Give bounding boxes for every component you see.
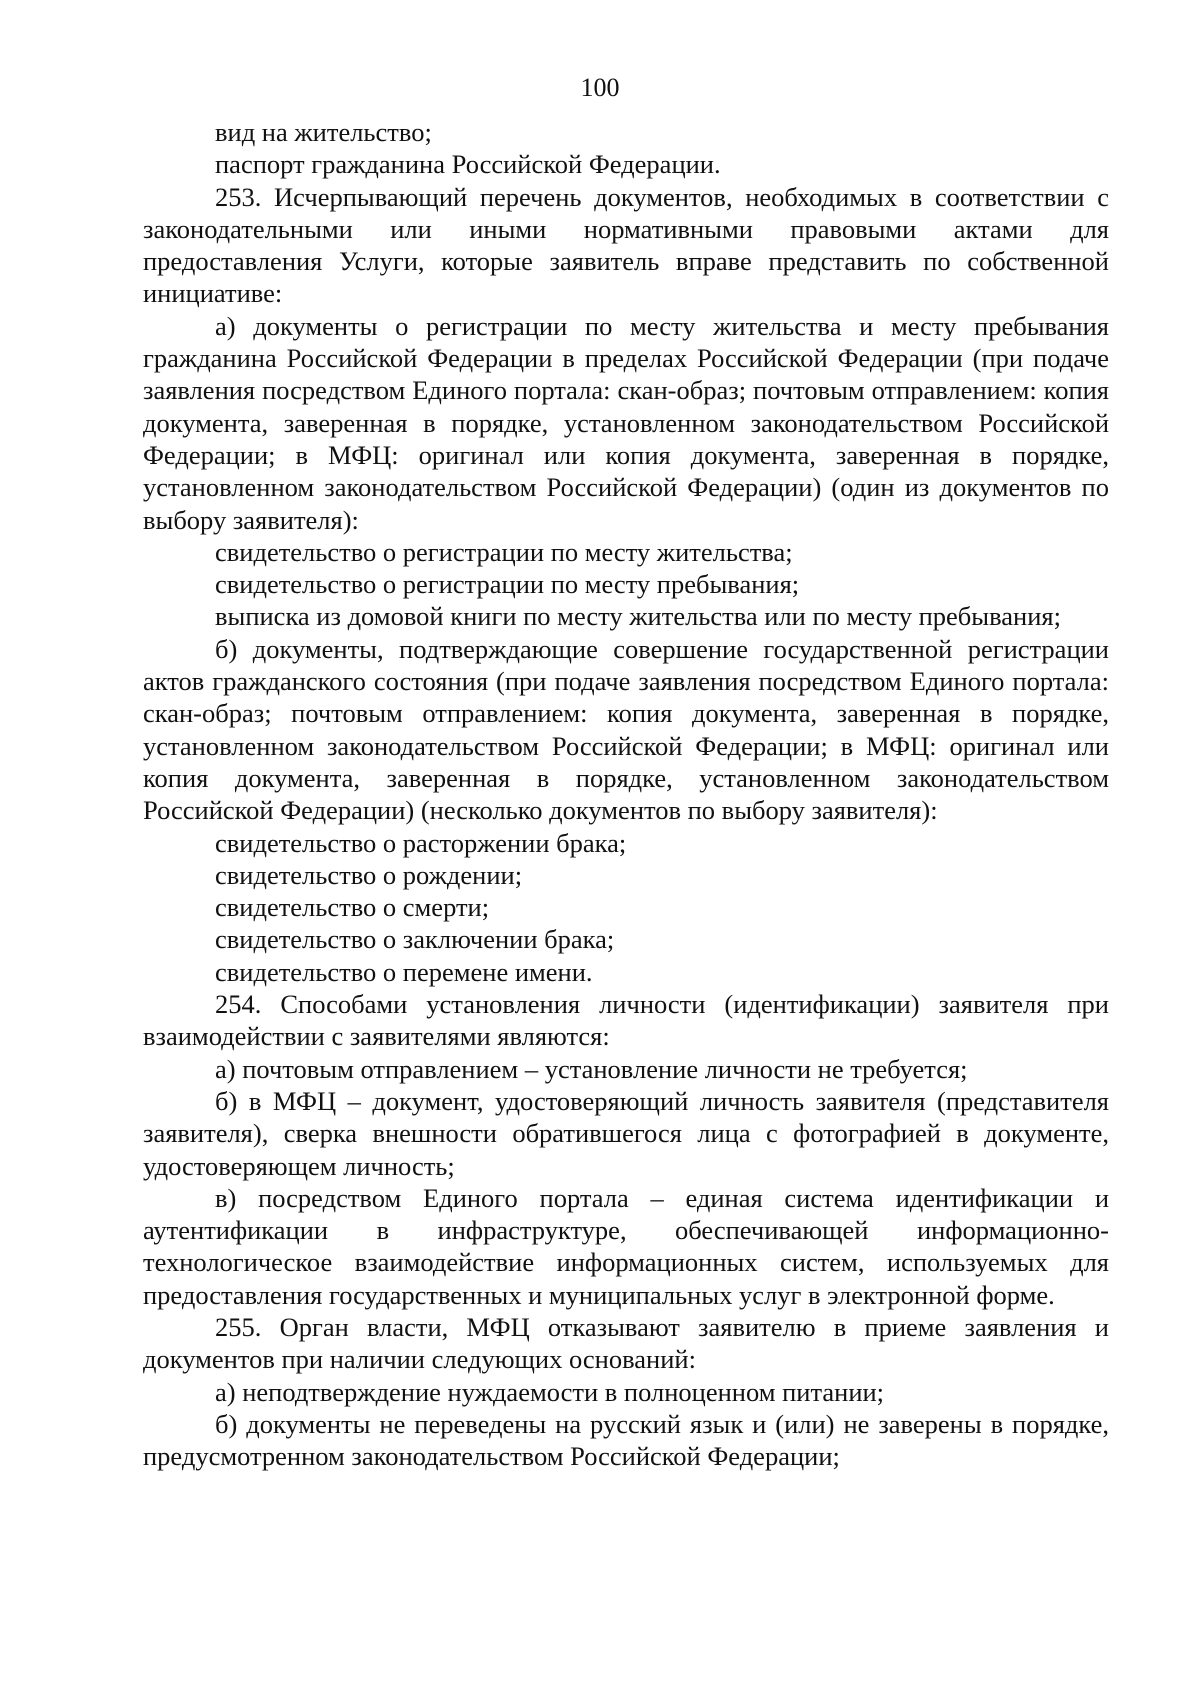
paragraph-253-b: б) документы, подтверждающие совершение государственной регистрации актов гражданского состояния (при подаче заявления посредством Единого портала: скан-образ; почтовым отправлением: копия документа, заверенная в порядке, установленном законодательством Российской Федерации; в МФЦ: оригинал или копия документа, заверенная в порядке, установленном законодательством Российской Федерации) (несколько документов по выбору заявителя): — [143, 633, 1109, 826]
paragraph-254-v: в) посредством Единого портала – единая система идентификации и аутентификации в инфраструктуре, обеспечивающей информационно-технологическое взаимодействие информационных систем, используемых для предоставления государственных и муниципальных услуг в электронной форме. — [143, 1182, 1109, 1310]
list-item: свидетельство о регистрации по месту жительства; — [215, 536, 793, 567]
list-item: свидетельство о расторжении брака; — [215, 827, 627, 858]
paragraph-254: 254. Способами установления личности (идентификации) заявителя при взаимодействии с заявителями являются: — [143, 989, 1109, 1052]
list-item: выписка из домовой книги по месту жительства или по месту пребывания; — [215, 601, 1061, 632]
list-item: свидетельство о перемене имени. — [215, 956, 593, 987]
paragraph-254-b: б) в МФЦ – документ, удостоверяющий личность заявителя (представителя заявителя), сверка внешности обратившегося лица с фотографией в документе, удостоверяющем личность; — [143, 1085, 1109, 1181]
list-item: свидетельство о смерти; — [215, 892, 490, 923]
paragraph-253: 253. Исчерпывающий перечень документов, необходимых в соответствии с законодательными или иными нормативными правовыми актами для предоставления Услуги, которые заявитель вправе представить по собственной инициативе: — [143, 181, 1109, 309]
list-item: а) неподтверждение нуждаемости в полноценном питании; — [215, 1376, 885, 1407]
page-number: 100 — [580, 73, 620, 102]
list-item: свидетельство о рождении; — [215, 859, 523, 890]
document-body — [143, 116, 1109, 1472]
paragraph-253-a: а) документы о регистрации по месту жительства и месту пребывания гражданина Российской Федерации в пределах Российской Федерации (при подаче заявления посредством Единого портала: скан-образ; почтовым отправлением: копия документа, заверенная в порядке, установленном законодательством Российской Федерации; в МФЦ: оригинал или копия документа, заверенная в порядке, установленном законодательством Российской Федерации) (один из документов по выбору заявителя): — [143, 310, 1109, 535]
list-item: свидетельство о регистрации по месту пребывания; — [215, 569, 800, 600]
paragraph-255: 255. Орган власти, МФЦ отказывают заявителю в приеме заявления и документов при наличии следующих оснований: — [143, 1311, 1109, 1375]
paragraph-255-b: б) документы не переведены на русский язык и (или) не заверены в порядке, предусмотренном законодательством Российской Федерации; — [143, 1408, 1109, 1472]
list-item: паспорт гражданина Российской Федерации. — [215, 149, 721, 180]
list-item: свидетельство о заключении брака; — [215, 924, 615, 955]
list-item: вид на жительство; — [215, 117, 432, 147]
list-item: а) почтовым отправлением – установление личности не требуется; — [215, 1053, 968, 1084]
